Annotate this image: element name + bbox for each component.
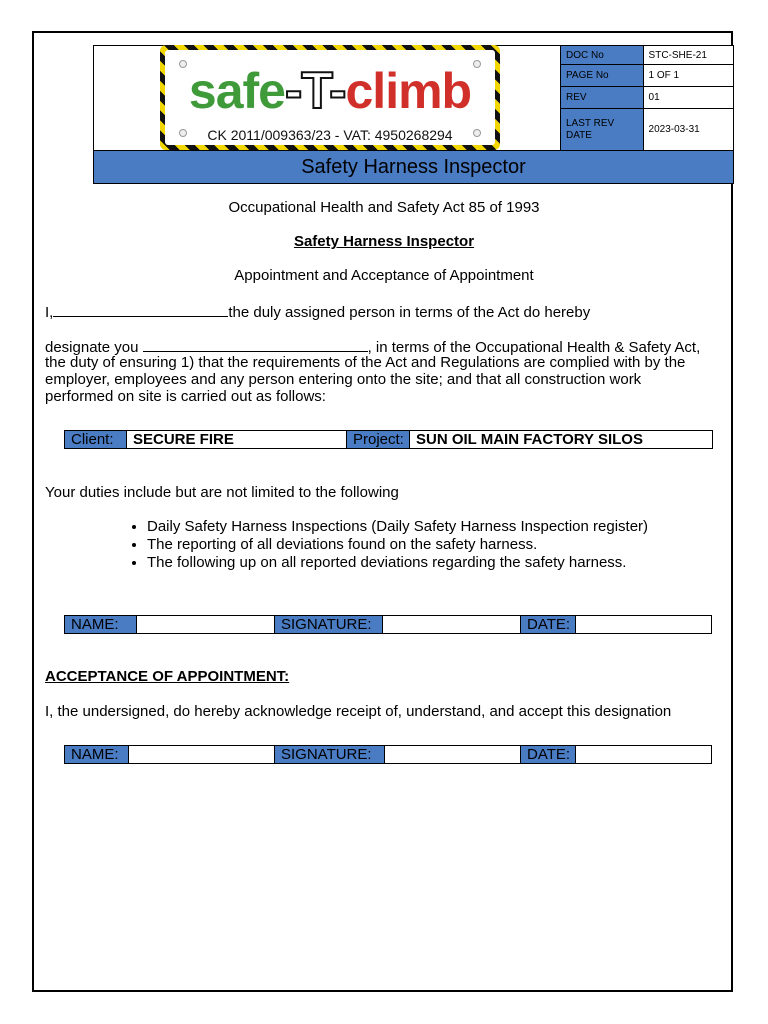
project-label: Project:	[347, 431, 410, 448]
meta-label-page-no: PAGE No	[561, 65, 644, 87]
acceptance-signature-row	[64, 745, 712, 764]
appointment-subtitle: Safety Harness Inspector	[293, 233, 475, 250]
meta-value-rev: 01	[643, 87, 733, 109]
duties-intro: Your duties include but are not limited to the following	[45, 484, 399, 501]
client-label: Client:	[65, 431, 127, 448]
appointment-heading: Appointment and Acceptance of Appointment	[234, 267, 534, 284]
document-title: Safety Harness Inspector	[93, 150, 734, 184]
meta-label-doc-no: DOC No	[561, 46, 644, 65]
list-item: • The following up on all reported deviations regarding the safety harness.	[147, 554, 648, 572]
meta-row-rev	[561, 87, 734, 109]
list-item: • Daily Safety Harness Inspections (Daily Safety Harness Inspection register)	[147, 518, 648, 536]
intro-suffix: the duly assigned person in terms of the Act do hereby	[228, 304, 591, 321]
date-label: DATE:	[521, 746, 576, 763]
company-logo	[160, 45, 500, 150]
name-label: NAME:	[65, 616, 137, 633]
duties-list	[122, 518, 648, 572]
meta-value-last-rev-date: 2023-03-31	[643, 109, 733, 151]
inspector-signature-row	[64, 615, 712, 634]
name-field[interactable]	[129, 746, 275, 763]
designee-name-blank[interactable]	[143, 337, 368, 352]
logo-wordmark	[165, 62, 495, 120]
list-item: • The reporting of all deviations found on the safety harness.	[147, 536, 648, 554]
designate-line-2: the duty of ensuring 1) that the requirements of the Act and Regulations are complied with by the	[45, 354, 686, 371]
intro-prefix: I,	[45, 304, 54, 321]
signature-field[interactable]	[383, 616, 521, 633]
meta-row-page	[561, 65, 734, 87]
logo-panel	[165, 50, 495, 145]
document-meta-table	[560, 45, 734, 151]
signature-label: SIGNATURE:	[275, 616, 383, 633]
signature-field[interactable]	[385, 746, 521, 763]
date-field[interactable]	[576, 746, 711, 763]
signature-label: SIGNATURE:	[275, 746, 385, 763]
date-label: DATE:	[521, 616, 576, 633]
assigner-name-blank[interactable]	[53, 301, 228, 317]
name-field[interactable]	[137, 616, 275, 633]
logo-brand-left: safe	[188, 63, 285, 119]
designate-prefix: designate you	[45, 339, 139, 356]
designate-line-4: performed on site is carried out as follows:	[45, 388, 326, 405]
meta-value-page-no: 1 OF 1	[643, 65, 733, 87]
meta-label-rev: REV	[561, 87, 644, 109]
date-field[interactable]	[576, 616, 711, 633]
project-value: SUN OIL MAIN FACTORY SILOS	[416, 431, 643, 448]
logo-brand-t: -T-	[284, 62, 346, 120]
meta-row-last-rev	[561, 109, 734, 151]
meta-row-doc	[561, 46, 734, 65]
acceptance-heading: ACCEPTANCE OF APPOINTMENT:	[45, 668, 290, 685]
name-label: NAME:	[65, 746, 129, 763]
act-reference: Occupational Health and Safety Act 85 of 1993	[228, 199, 540, 216]
designate-line-3: employer, employees and any person entering onto the site; and that all construction work	[45, 371, 642, 388]
logo-brand-right: climb	[345, 63, 472, 119]
meta-label-last-rev-date: LAST REV DATE	[561, 109, 644, 151]
intro-line	[45, 301, 590, 321]
designate-line1-suffix: , in terms of the Occupational Health & Safety Act,	[367, 339, 701, 356]
acceptance-text: I, the undersigned, do hereby acknowledge receipt of, understand, and accept this designation	[45, 703, 672, 720]
project-info-table	[64, 430, 713, 449]
logo-registration: CK 2011/009363/23 - VAT: 4950268294	[207, 127, 453, 143]
client-value: SECURE FIRE	[127, 431, 347, 448]
meta-value-doc-no: STC-SHE-21	[643, 46, 733, 65]
